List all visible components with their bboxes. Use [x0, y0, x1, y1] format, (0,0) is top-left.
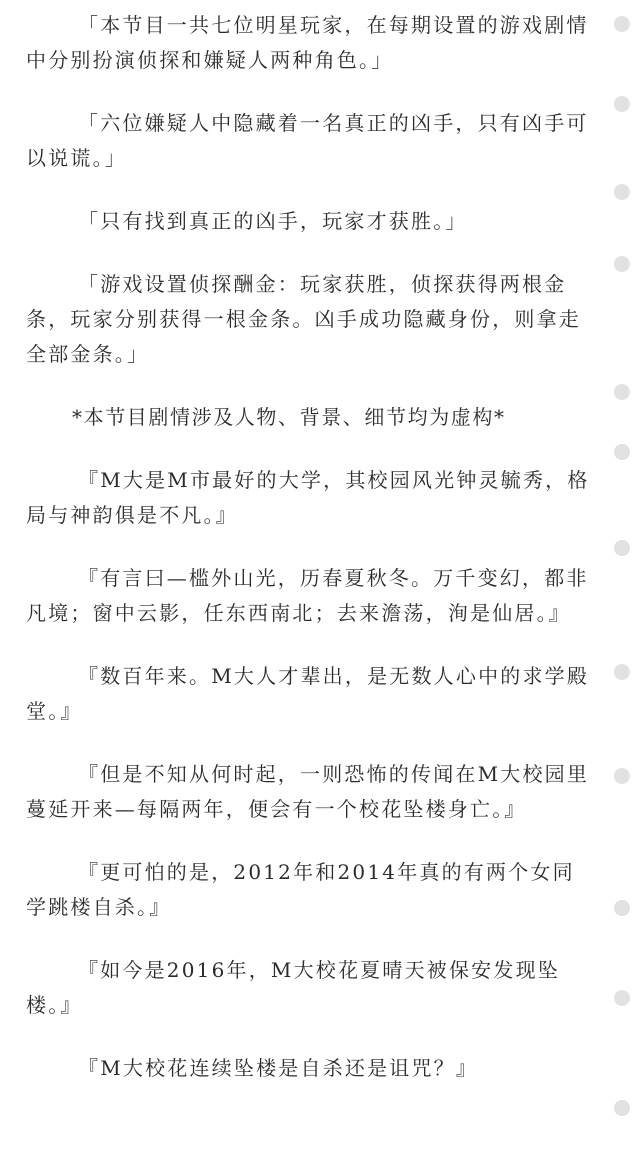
- comment-dot-icon[interactable]: [614, 184, 630, 200]
- paragraph-quote: 『有言曰—槛外山光，历春夏秋冬。万千变幻，都非凡境；窗中云影，任东西南北；去来澹荡，洵是仙居。』: [26, 566, 589, 625]
- paragraph-suspects: 「六位嫌疑人中隐藏着一名真正的凶手，只有凶手可以说谎。」: [26, 111, 589, 170]
- comment-marker-rail: [600, 0, 640, 1169]
- comment-dot-icon[interactable]: [614, 16, 630, 32]
- comment-dot-icon[interactable]: [614, 1100, 630, 1116]
- comment-dot-icon[interactable]: [614, 384, 630, 400]
- comment-dot-icon[interactable]: [614, 444, 630, 460]
- article-body: [26, 8, 592, 1114]
- paragraph-current-case: 『如今是2016年，M大校花夏晴天被保安发现坠楼。』: [26, 958, 560, 1017]
- comment-dot-icon[interactable]: [614, 664, 630, 680]
- paragraph-rumor: 『但是不知从何时起，一则恐怖的传闻在M大校园里蔓延开来—每隔两年，便会有一个校花坠楼身亡。』: [26, 762, 590, 821]
- paragraph-question: 『M大校花连续坠楼是自杀还是诅咒？』: [78, 1056, 479, 1080]
- paragraph-history: 『数百年来。M大人才辈出，是无数人心中的求学殿堂。』: [26, 664, 590, 723]
- comment-dot-icon[interactable]: [614, 900, 630, 916]
- paragraph-past-cases: 『更可怕的是，2012年和2014年真的有两个女同学跳楼自杀。』: [26, 860, 575, 919]
- comment-dot-icon[interactable]: [614, 990, 630, 1006]
- comment-dot-icon[interactable]: [614, 96, 630, 112]
- disclaimer-note: *本节目剧情涉及人物、背景、细节均为虚构*: [72, 405, 506, 429]
- paragraph-intro: 「本节目一共七位明星玩家，在每期设置的游戏剧情中分别扮演侦探和嫌疑人两种角色。」: [26, 13, 589, 72]
- comment-dot-icon[interactable]: [614, 256, 630, 272]
- paragraph-reward: 「游戏设置侦探酬金：玩家获胜，侦探获得两根金条，玩家分别获得一根金条。凶手成功隐藏身份，则拿走全部金条。」: [26, 272, 581, 366]
- paragraph-university: 『M大是M市最好的大学，其校园风光钟灵毓秀，格局与神韵俱是不凡。』: [26, 468, 590, 527]
- comment-dot-icon[interactable]: [614, 540, 630, 556]
- paragraph-win-condition: 「只有找到真正的凶手，玩家才获胜。」: [78, 209, 468, 233]
- comment-dot-icon[interactable]: [614, 768, 630, 784]
